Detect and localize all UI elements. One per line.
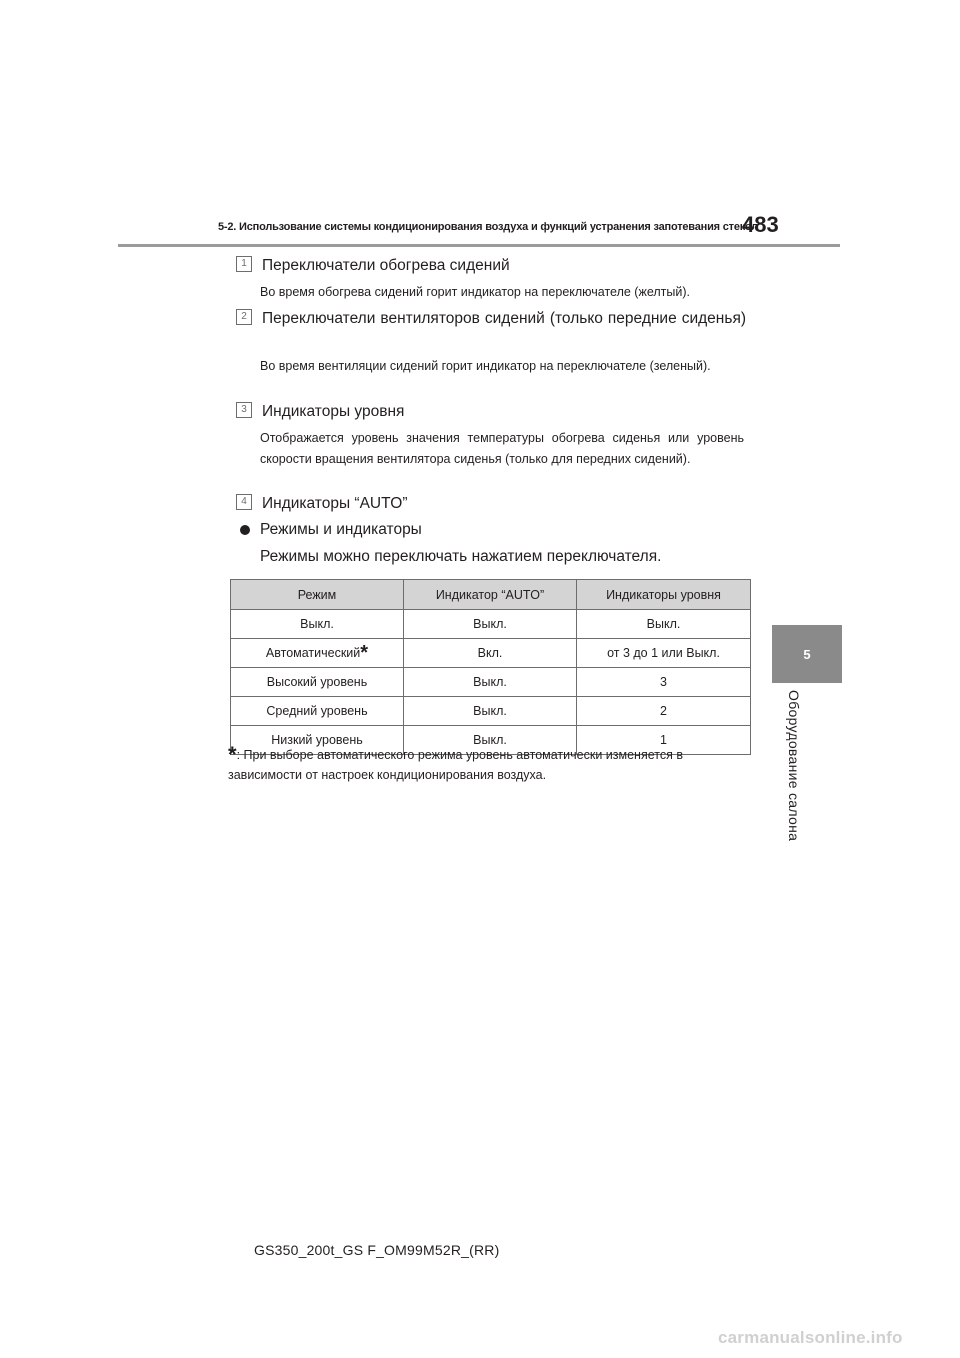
item-title: Индикаторы уровня [262,403,405,420]
item-number-box: 1 [236,256,252,272]
item-title: Переключатели обогрева сидений [262,257,510,274]
table-row [231,610,751,639]
footnote [228,742,744,785]
modes-heading [240,518,422,542]
table-cell: Высокий уровень [231,668,404,697]
item-1 [236,254,510,278]
header-divider [118,244,840,247]
chapter-number: 5 [803,646,811,662]
table-header-cell: Индикатор “AUTO” [404,580,577,610]
table-cell: Средний уровень [231,697,404,726]
modes-heading-text: Режимы и индикаторы [260,521,422,538]
item-number-box: 3 [236,402,252,418]
table-cell: Выкл. [404,668,577,697]
item-number-box: 2 [236,309,252,325]
table-row [231,697,751,726]
table-cell: Выкл. [231,610,404,639]
table-header-cell: Режим [231,580,404,610]
table-row [231,668,751,697]
item-title: Переключатели вентиляторов сидений (только передние сиденья) [262,310,746,327]
watermark: carmanualsonline.info [718,1328,903,1347]
table-header-row [231,580,751,610]
item-3 [236,400,404,424]
table-cell: 1 [577,726,751,755]
item-description: Во время обогрева сидений горит индикатор на переключателе (желтый). [260,285,690,299]
table-cell: Вкл. [404,639,577,668]
table-cell: 3 [577,668,751,697]
table-cell: Выкл. [577,610,751,639]
table-cell: Низкий уровень [231,726,404,755]
item-description: Отображается уровень значения температуры обогрева сиденья или уровень скорости вращения вентилятора сиденья (только для передних сидений). [260,431,744,466]
footnote-mark: * [228,742,237,767]
table-cell-text: Автоматический [265,646,361,660]
bullet-icon [240,525,250,535]
table-cell: 2 [577,697,751,726]
item-2 [236,307,746,331]
modes-table [230,579,751,755]
table-cell: от 3 до 1 или Выкл. [577,639,751,668]
item-4 [236,492,408,516]
table-cell: Выкл. [404,726,577,755]
table-cell: Выкл. [404,697,577,726]
table-cell: Выкл. [404,610,577,639]
page-number: 483 [742,212,779,237]
model-code: GS350_200t_GS F_OM99M52R_(RR) [254,1242,500,1258]
table-header-cell: Индикаторы уровня [577,580,751,610]
section-header-title: 5-2. Использование системы кондиционирования воздуха и функций устранения запотевания стекол [218,221,758,233]
table-cell [231,639,404,668]
chapter-tab[interactable] [772,625,842,683]
table-row [231,639,751,668]
footnote-text: : При выборе автоматического режима уровень автоматически изменяется в зависимости от настроек кондиционирования воздуха. [228,748,683,782]
asterisk-mark: * [360,642,369,664]
item-number-box: 4 [236,494,252,510]
modes-intro: Режимы можно переключать нажатием переключателя. [260,548,662,565]
item-title: Индикаторы “AUTO” [262,495,408,512]
item-description: Во время вентиляции сидений горит индикатор на переключателе (зеленый). [260,359,711,373]
chapter-label: Оборудование салона [786,690,802,842]
